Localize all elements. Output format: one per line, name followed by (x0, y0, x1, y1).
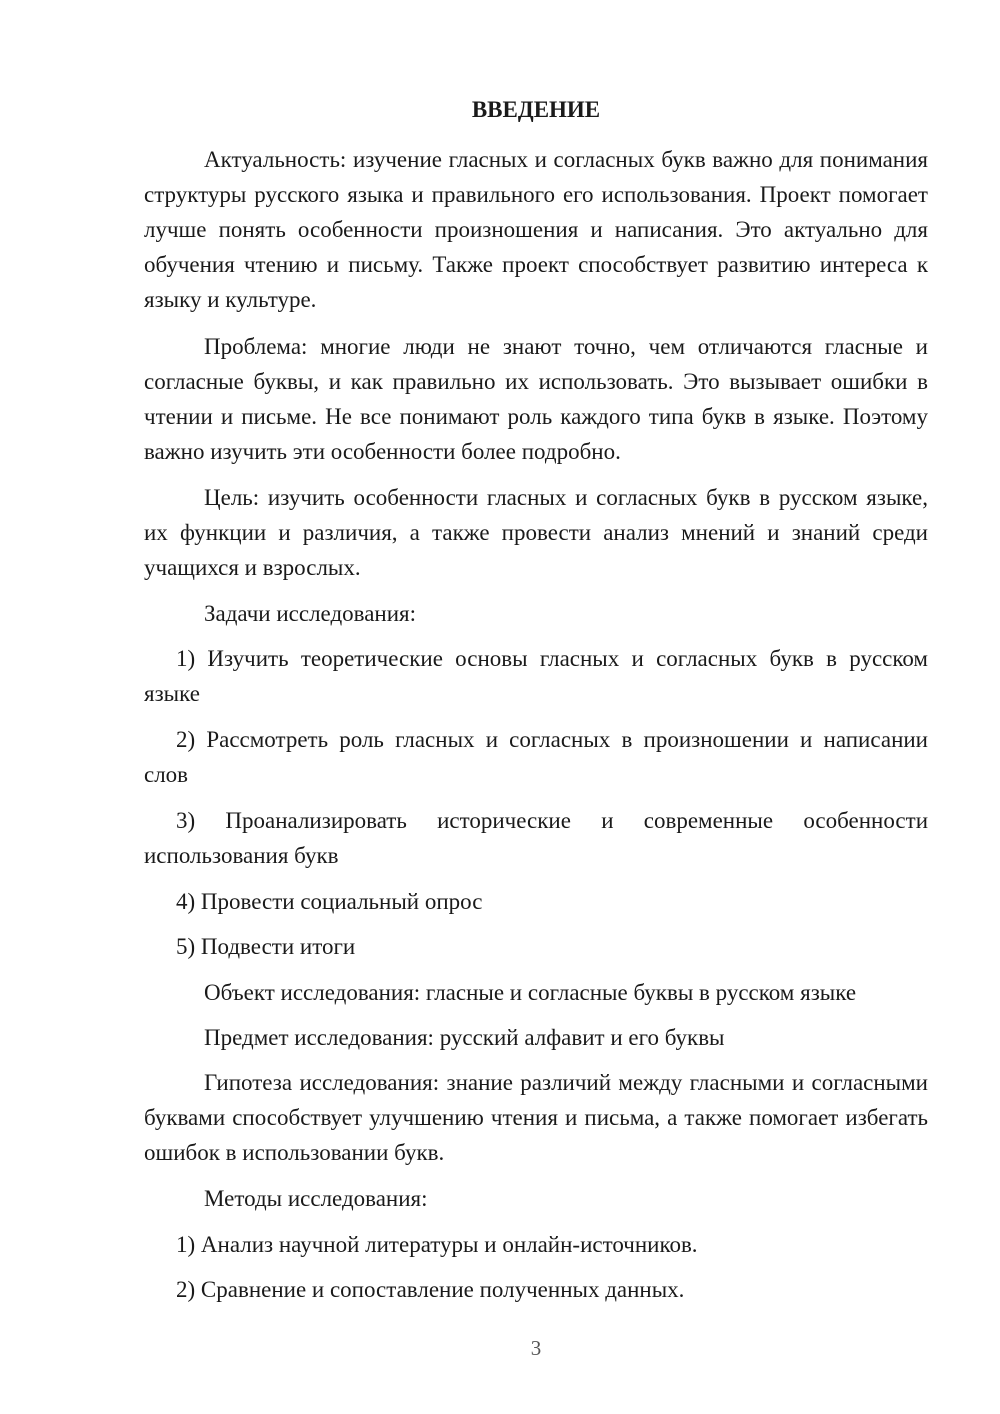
paragraph-subject: Предмет исследования: русский алфавит и его буквы (204, 1025, 725, 1050)
list-item-method-1: 1) Анализ научной литературы и онлайн-источников. (176, 1232, 698, 1257)
paragraph-tasks-heading: Задачи исследования: (204, 601, 417, 626)
list-item-task-3: 3) Проанализировать исторические и современные особенности использования букв (144, 808, 928, 868)
list-item-task-2: 2) Рассмотреть роль гласных и согласных в произношении и написании слов (144, 727, 928, 787)
paragraph-object: Объект исследования: гласные и согласные буквы в русском языке (204, 980, 857, 1005)
page-number: 3 (530, 1336, 542, 1360)
paragraph-methods-heading: Методы исследования: (204, 1186, 428, 1211)
list-item-task-4: 4) Провести социальный опрос (176, 889, 483, 914)
paragraph-hypothesis: Гипотеза исследования: знание различий между гласными и согласными буквами способствует улучшению чтения и письма, а также помогает избегать ошибок в использовании букв. (144, 1070, 928, 1165)
list-item-task-5: 5) Подвести итоги (176, 934, 356, 959)
section-heading: ВВЕДЕНИЕ (471, 97, 601, 122)
document-page (144, 0, 928, 1414)
paragraph-relevance: Актуальность: изучение гласных и согласных букв важно для понимания структуры русского языка и правильного его использования. Проект помогает лучше понять особенности произношения и написания. Это актуально для обучения чтению и письму. Также проект способствует развитию интереса к языку и культуре. (144, 147, 928, 312)
list-item-method-2: 2) Сравнение и сопоставление полученных данных. (176, 1277, 685, 1302)
paragraph-problem: Проблема: многие люди не знают точно, чем отличаются гласные и согласные буквы, и как правильно их использовать. Это вызывает ошибки в чтении и письме. Не все понимают роль каждого типа букв в языке. Поэтому важно изучить эти особенности более подробно. (144, 334, 928, 464)
list-item-task-1: 1) Изучить теоретические основы гласных и согласных букв в русском языке (144, 646, 928, 706)
paragraph-goal: Цель: изучить особенности гласных и согласных букв в русском языке, их функции и различия, а также провести анализ мнений и знаний среди учащихся и взрослых. (144, 485, 928, 580)
